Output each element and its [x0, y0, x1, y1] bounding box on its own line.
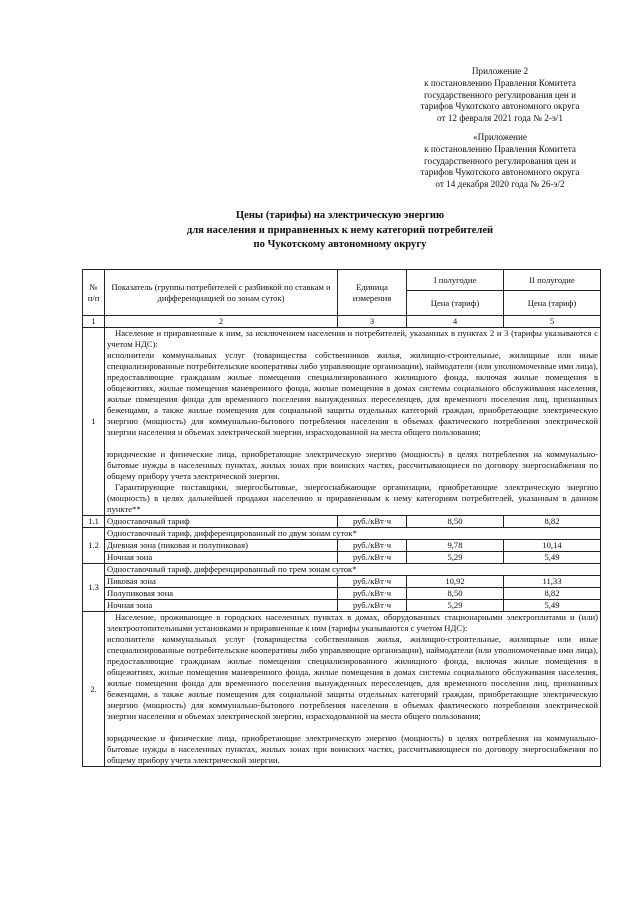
- zone-label: Полупиковая зона: [105, 588, 338, 600]
- spacer: [107, 722, 598, 733]
- tariff-group-title: Одноставочный тариф, дифференцированный по трем зонам суток*: [105, 564, 601, 576]
- zone-value-h1: 10,92: [407, 576, 504, 588]
- title-line: по Чукотскому автономному округу: [253, 239, 427, 250]
- section2-paragraph: юридические и физические лица, приобретающие электрическую энергию (мощность) в целях потребления на коммунально-бытовые нужды в населенных пунктах, жилых зонах при воинских частях, рассчитывающиеся по договору энергоснабжения по общему прибору учета электрической энергии.: [107, 733, 598, 765]
- appendix-line: тарифов Чукотского автономного округа: [420, 101, 580, 112]
- title-line: для населения и приравненных к нему категорий потребителей: [186, 224, 494, 236]
- appendix-header: [400, 66, 600, 125]
- col-number: 2: [105, 316, 338, 328]
- zone-value-h1: 9,78: [407, 540, 504, 552]
- section2-description: [105, 612, 601, 767]
- section1-paragraph: исполнители коммунальных услуг (товарищества собственников жилья, жилищно-строительные, жилищные или иные специализированные потребительские кооперативы либо управляющие организации), наймодатели (или уполномоченные ими лица), предоставляющие гражданам жилые помещения специализированного жилищного фонда, включая жилые помещения в общежитиях, жилые помещения маневренного фонда, жилые помещения в домах системы социального обслуживания населения, жилые помещения фонда для временного поселения вынужденных переселенцев, для временного поселения лиц, признанных беженцами, а также жилые помещения для социальной защиты отдельных категорий граждан, приобретающие электрическую энергию (мощность) для коммунально-бытового потребления населения в объемах фактического потребления электрической энергии населения и объемах электрической энергии, израсходованной на места общего пользования;: [107, 350, 598, 437]
- header-price2: Цена (тариф): [504, 291, 601, 316]
- header-indicator: Показатель (группы потребителей с разбивкой по ставкам и дифференциацией по зонам суток): [105, 270, 338, 316]
- header-half1: I полугодие: [407, 270, 504, 291]
- appendix-line: к постановлению Правления Комитета: [424, 77, 576, 88]
- row-num: 1.1: [83, 516, 105, 528]
- zone-unit: руб./кВт·ч: [338, 540, 407, 552]
- header-price1: Цена (тариф): [407, 291, 504, 316]
- zone-label: Дневная зона (пиковая и полупиковая): [105, 540, 338, 552]
- section1-num: 1: [83, 328, 105, 516]
- col-number: 3: [338, 316, 407, 328]
- appendix-line: от 12 февраля 2021 года № 2-э/1: [437, 113, 563, 124]
- section2-paragraph: исполнители коммунальных услуг (товарищества собственников жилья, жилищно-строительные, жилищные или иные специализированные потребительские кооперативы либо управляющие организации), наймодатели (или уполномоченные ими лица), предоставляющие гражданам жилые помещения специализированного жилищного фонда, включая жилые помещения в общежитиях, жилые помещения маневренного фонда, жилые помещения в домах системы социального обслуживания населения, жилые помещения фонда для временного поселения вынужденных переселенцев, для временного поселения лиц, признанных беженцами, а также жилые помещения для социальной защиты отдельных категорий граждан, приобретающие электрическую энергию (мощность) для коммунально-бытового потребления населения в объемах фактического потребления электрической энергии населения и объемах электрической энергии, израсходованной на места общего пользования;: [107, 634, 598, 721]
- section1-description: [105, 328, 601, 516]
- col-number: 5: [504, 316, 601, 328]
- prior-appendix-line: от 14 декабря 2020 года № 26-э/2: [435, 179, 565, 190]
- zone-label: Ночная зона: [105, 552, 338, 564]
- zone-label: Ночная зона: [105, 600, 338, 612]
- zone-value-h2: 5,49: [504, 600, 601, 612]
- header-half2: II полугодие: [504, 270, 601, 291]
- header-num: № п/п: [83, 270, 105, 316]
- zone-value-h2: 10,14: [504, 540, 601, 552]
- document-title: [130, 209, 550, 253]
- section1-paragraph: Гарантирующие поставщики, энергосбытовые, энергоснабжающие организации, приобретающие электрическую энергию (мощность) в целях дальнейшей продажи населению и приравненным к нему категориям потребителей, указанным в данном пункте**: [107, 482, 598, 514]
- zone-value-h2: 11,33: [504, 576, 601, 588]
- tariff-label: Одноставочный тариф: [105, 516, 338, 528]
- tariff-unit: руб./кВт·ч: [338, 516, 407, 528]
- row-num: 1.2: [83, 528, 105, 564]
- tariff-table: [82, 269, 601, 767]
- section1-paragraph: Население и приравненные к ним, за исключением населения и потребителей, указанных в пунктах 2 и 3 (тарифы указываются с учетом НДС):: [107, 328, 598, 349]
- zone-label: Пиковая зона: [105, 576, 338, 588]
- col-number: 4: [407, 316, 504, 328]
- zone-value-h2: 8,82: [504, 588, 601, 600]
- zone-unit: руб./кВт·ч: [338, 600, 407, 612]
- zone-value-h1: 8,50: [407, 588, 504, 600]
- section1-paragraph: юридические и физические лица, приобретающие электрическую энергию (мощность) в целях потребления на коммунально-бытовые нужды в населенных пунктах, жилых зонах при воинских частях, рассчитывающиеся по договору энергоснабжения по общему прибору учета электрической энергии.: [107, 449, 598, 481]
- title-line: Цены (тарифы) на электрическую энергию: [235, 210, 445, 221]
- prior-appendix-header: [400, 132, 600, 191]
- zone-unit: руб./кВт·ч: [338, 588, 407, 600]
- appendix-line: Приложение 2: [471, 66, 529, 76]
- spacer: [107, 438, 598, 449]
- col-number: 1: [83, 316, 105, 328]
- zone-unit: руб./кВт·ч: [338, 552, 407, 564]
- zone-value-h1: 5,29: [407, 552, 504, 564]
- prior-appendix-line: тарифов Чукотского автономного округа: [420, 167, 580, 178]
- header-unit: Единица измерения: [338, 270, 407, 316]
- prior-appendix-line: к постановлению Правления Комитета: [424, 143, 576, 154]
- prior-appendix-line: «Приложение: [473, 132, 527, 142]
- tariff-value-h2: 8,82: [504, 516, 601, 528]
- appendix-line: государственного регулирования цен и: [423, 89, 577, 100]
- zone-value-h1: 5,29: [407, 600, 504, 612]
- tariff-group-title: Одноставочный тариф, дифференцированный по двум зонам суток*: [105, 528, 601, 540]
- zone-unit: руб./кВт·ч: [338, 576, 407, 588]
- section2-paragraph: Население, проживающее в городских населенных пунктах в домах, оборудованных стационарными электроплитами и (или) электроотопительными установками и приравненные к ним (тарифы указываются с учетом НДС):: [107, 612, 598, 633]
- section2-num: 2.: [83, 612, 105, 767]
- tariff-value-h1: 8,50: [407, 516, 504, 528]
- zone-value-h2: 5,49: [504, 552, 601, 564]
- row-num: 1.3: [83, 564, 105, 612]
- prior-appendix-line: государственного регулирования цен и: [423, 155, 577, 166]
